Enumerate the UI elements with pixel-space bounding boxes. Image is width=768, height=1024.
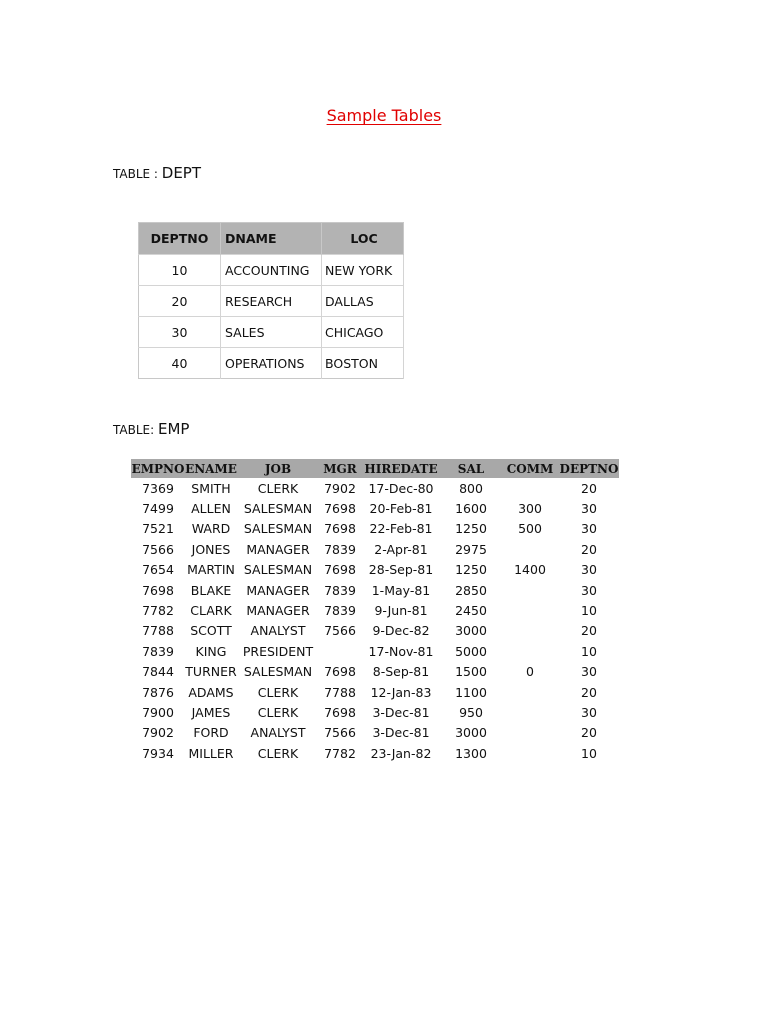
job-cell: CLERK xyxy=(257,745,299,761)
ename-cell: BLAKE xyxy=(190,582,232,598)
emp-row xyxy=(131,743,619,763)
job-cell: CLERK xyxy=(257,480,299,496)
dept-section-label xyxy=(113,164,201,182)
comm-cell xyxy=(501,621,559,641)
comm-cell: 0 xyxy=(526,664,534,680)
emp-row xyxy=(131,682,619,702)
emp-table xyxy=(131,459,619,763)
sal-cell: 1600 xyxy=(455,501,487,517)
comm-cell: 300 xyxy=(518,501,542,517)
mgr-cell: 7788 xyxy=(324,684,356,700)
ename-cell: KING xyxy=(195,643,227,659)
deptno-cell: 30 xyxy=(581,501,597,517)
sal-cell: 5000 xyxy=(455,643,487,659)
deptno-cell: 20 xyxy=(581,480,597,496)
emp-header-mgr: MGR xyxy=(319,459,361,478)
dept-header-dname: DNAME xyxy=(221,223,322,255)
hiredate-cell: 8-Sep-81 xyxy=(372,664,430,680)
mgr-cell: 7698 xyxy=(324,664,356,680)
deptno-cell: 30 xyxy=(581,521,597,537)
mgr-cell: 7566 xyxy=(324,725,356,741)
comm-cell xyxy=(501,580,559,600)
emp-row xyxy=(131,723,619,743)
mgr-cell: 7698 xyxy=(324,521,356,537)
dept-header-deptno: DEPTNO xyxy=(139,223,221,255)
hiredate-cell: 12-Jan-83 xyxy=(370,684,432,700)
emp-header-job: JOB xyxy=(237,459,319,478)
dept-header-loc: LOC xyxy=(322,223,404,255)
ename-cell: SCOTT xyxy=(190,623,232,639)
job-cell: SALESMAN xyxy=(243,562,313,578)
ename-cell: WARD xyxy=(191,521,231,537)
dname-cell: OPERATIONS xyxy=(221,348,322,379)
deptno-cell: 30 xyxy=(581,664,597,680)
sal-cell: 950 xyxy=(459,704,483,720)
sal-cell: 1100 xyxy=(455,684,487,700)
emp-header-sal: SAL xyxy=(441,459,501,478)
empno-cell: 7566 xyxy=(142,541,174,557)
deptno-cell: 20 xyxy=(139,286,221,317)
hiredate-cell: 3-Dec-81 xyxy=(372,725,430,741)
loc-cell: DALLAS xyxy=(322,286,404,317)
sal-cell: 2975 xyxy=(455,541,487,557)
job-cell: MANAGER xyxy=(246,603,310,619)
job-cell: CLERK xyxy=(257,684,299,700)
emp-row xyxy=(131,580,619,600)
emp-header-comm: COMM xyxy=(501,459,559,478)
empno-cell: 7844 xyxy=(142,664,174,680)
dept-section-prefix: TABLE : xyxy=(113,167,162,181)
comm-cell xyxy=(501,478,559,498)
job-cell: PRESIDENT xyxy=(242,643,314,659)
emp-row xyxy=(131,702,619,722)
mgr-cell: 7698 xyxy=(324,501,356,517)
hiredate-cell: 17-Dec-80 xyxy=(368,480,434,496)
loc-cell: CHICAGO xyxy=(322,317,404,348)
hiredate-cell: 22-Feb-81 xyxy=(369,521,433,537)
job-cell: ANALYST xyxy=(250,623,306,639)
sal-cell: 1250 xyxy=(455,562,487,578)
emp-header-deptno: DEPTNO xyxy=(559,459,619,478)
mgr-cell: 7782 xyxy=(324,745,356,761)
ename-cell: SMITH xyxy=(191,480,231,496)
hiredate-cell: 9-Dec-82 xyxy=(372,623,430,639)
job-cell: SALESMAN xyxy=(243,521,313,537)
deptno-cell: 10 xyxy=(139,255,221,286)
mgr-cell: 7566 xyxy=(324,623,356,639)
hiredate-cell: 23-Jan-82 xyxy=(370,745,432,761)
dept-row xyxy=(139,348,404,379)
emp-row xyxy=(131,621,619,641)
sal-cell: 3000 xyxy=(455,623,487,639)
sal-cell: 3000 xyxy=(455,725,487,741)
comm-cell xyxy=(501,600,559,620)
job-cell: SALESMAN xyxy=(243,501,313,517)
empno-cell: 7782 xyxy=(142,603,174,619)
mgr-cell: 7902 xyxy=(324,480,356,496)
sal-cell: 1500 xyxy=(455,664,487,680)
comm-cell xyxy=(501,539,559,559)
comm-cell xyxy=(501,641,559,661)
comm-cell xyxy=(501,743,559,763)
hiredate-cell: 20-Feb-81 xyxy=(369,501,433,517)
job-cell: MANAGER xyxy=(246,541,310,557)
hiredate-cell: 9-Jun-81 xyxy=(374,603,428,619)
deptno-cell: 30 xyxy=(581,704,597,720)
emp-header-empno: EMPNO xyxy=(131,459,185,478)
empno-cell: 7900 xyxy=(142,704,174,720)
deptno-cell: 10 xyxy=(581,603,597,619)
emp-section-prefix: TABLE: xyxy=(113,423,158,437)
ename-cell: JONES xyxy=(191,541,231,557)
emp-header-hiredate: HIREDATE xyxy=(361,459,441,478)
dname-cell: SALES xyxy=(221,317,322,348)
mgr-cell: 7698 xyxy=(324,562,356,578)
dept-row xyxy=(139,255,404,286)
ename-cell: MILLER xyxy=(188,745,234,761)
mgr-cell xyxy=(319,641,361,661)
emp-row xyxy=(131,498,619,518)
dept-row xyxy=(139,286,404,317)
deptno-cell: 20 xyxy=(581,541,597,557)
empno-cell: 7934 xyxy=(142,745,174,761)
job-cell: ANALYST xyxy=(250,725,306,741)
hiredate-cell: 17-Nov-81 xyxy=(368,643,434,659)
mgr-cell: 7839 xyxy=(324,603,356,619)
deptno-cell: 20 xyxy=(581,725,597,741)
comm-cell xyxy=(501,723,559,743)
mgr-cell: 7839 xyxy=(324,582,356,598)
sal-cell: 1300 xyxy=(455,745,487,761)
dept-section-name: DEPT xyxy=(161,164,202,182)
sal-cell: 2450 xyxy=(455,603,487,619)
deptno-cell: 30 xyxy=(139,317,221,348)
dname-cell: RESEARCH xyxy=(221,286,322,317)
comm-cell xyxy=(501,702,559,722)
comm-cell xyxy=(501,682,559,702)
loc-cell: BOSTON xyxy=(322,348,404,379)
comm-cell: 500 xyxy=(518,521,542,537)
sal-cell: 1250 xyxy=(455,521,487,537)
deptno-cell: 40 xyxy=(139,348,221,379)
hiredate-cell: 1-May-81 xyxy=(371,582,431,598)
job-cell: SALESMAN xyxy=(243,664,313,680)
emp-row xyxy=(131,560,619,580)
deptno-cell: 10 xyxy=(581,745,597,761)
ename-cell: FORD xyxy=(193,725,229,741)
dept-row xyxy=(139,317,404,348)
sal-cell: 800 xyxy=(459,480,483,496)
dept-table xyxy=(138,222,404,379)
emp-row xyxy=(131,478,619,498)
emp-row xyxy=(131,519,619,539)
ename-cell: TURNER xyxy=(185,664,237,680)
ename-cell: MARTIN xyxy=(187,562,235,578)
empno-cell: 7788 xyxy=(142,623,174,639)
empno-cell: 7654 xyxy=(142,562,174,578)
ename-cell: ALLEN xyxy=(191,501,231,517)
dname-cell: ACCOUNTING xyxy=(221,255,322,286)
ename-cell: CLARK xyxy=(190,603,232,619)
emp-row xyxy=(131,662,619,682)
sal-cell: 2850 xyxy=(455,582,487,598)
emp-row xyxy=(131,600,619,620)
empno-cell: 7839 xyxy=(142,643,174,659)
deptno-cell: 30 xyxy=(581,562,597,578)
emp-header-row xyxy=(131,459,619,478)
job-cell: CLERK xyxy=(257,704,299,720)
emp-row xyxy=(131,539,619,559)
deptno-cell: 20 xyxy=(581,623,597,639)
mgr-cell: 7839 xyxy=(324,541,356,557)
loc-cell: NEW YORK xyxy=(322,255,404,286)
mgr-cell: 7698 xyxy=(324,704,356,720)
emp-section-name: EMP xyxy=(157,420,190,438)
empno-cell: 7902 xyxy=(142,725,174,741)
hiredate-cell: 2-Apr-81 xyxy=(374,541,428,557)
ename-cell: ADAMS xyxy=(188,684,234,700)
emp-header-ename: ENAME xyxy=(185,459,237,478)
empno-cell: 7698 xyxy=(142,582,174,598)
deptno-cell: 20 xyxy=(581,684,597,700)
empno-cell: 7499 xyxy=(142,501,174,517)
deptno-cell: 30 xyxy=(581,582,597,598)
deptno-cell: 10 xyxy=(581,643,597,659)
job-cell: MANAGER xyxy=(246,582,310,598)
empno-cell: 7521 xyxy=(142,521,174,537)
empno-cell: 7876 xyxy=(142,684,174,700)
empno-cell: 7369 xyxy=(142,480,174,496)
emp-row xyxy=(131,641,619,661)
hiredate-cell: 3-Dec-81 xyxy=(372,704,430,720)
page-title: Sample Tables xyxy=(326,106,442,125)
hiredate-cell: 28-Sep-81 xyxy=(368,562,434,578)
comm-cell: 1400 xyxy=(514,562,546,578)
ename-cell: JAMES xyxy=(191,704,231,720)
emp-section-label xyxy=(113,420,189,438)
dept-header-row xyxy=(139,223,404,255)
